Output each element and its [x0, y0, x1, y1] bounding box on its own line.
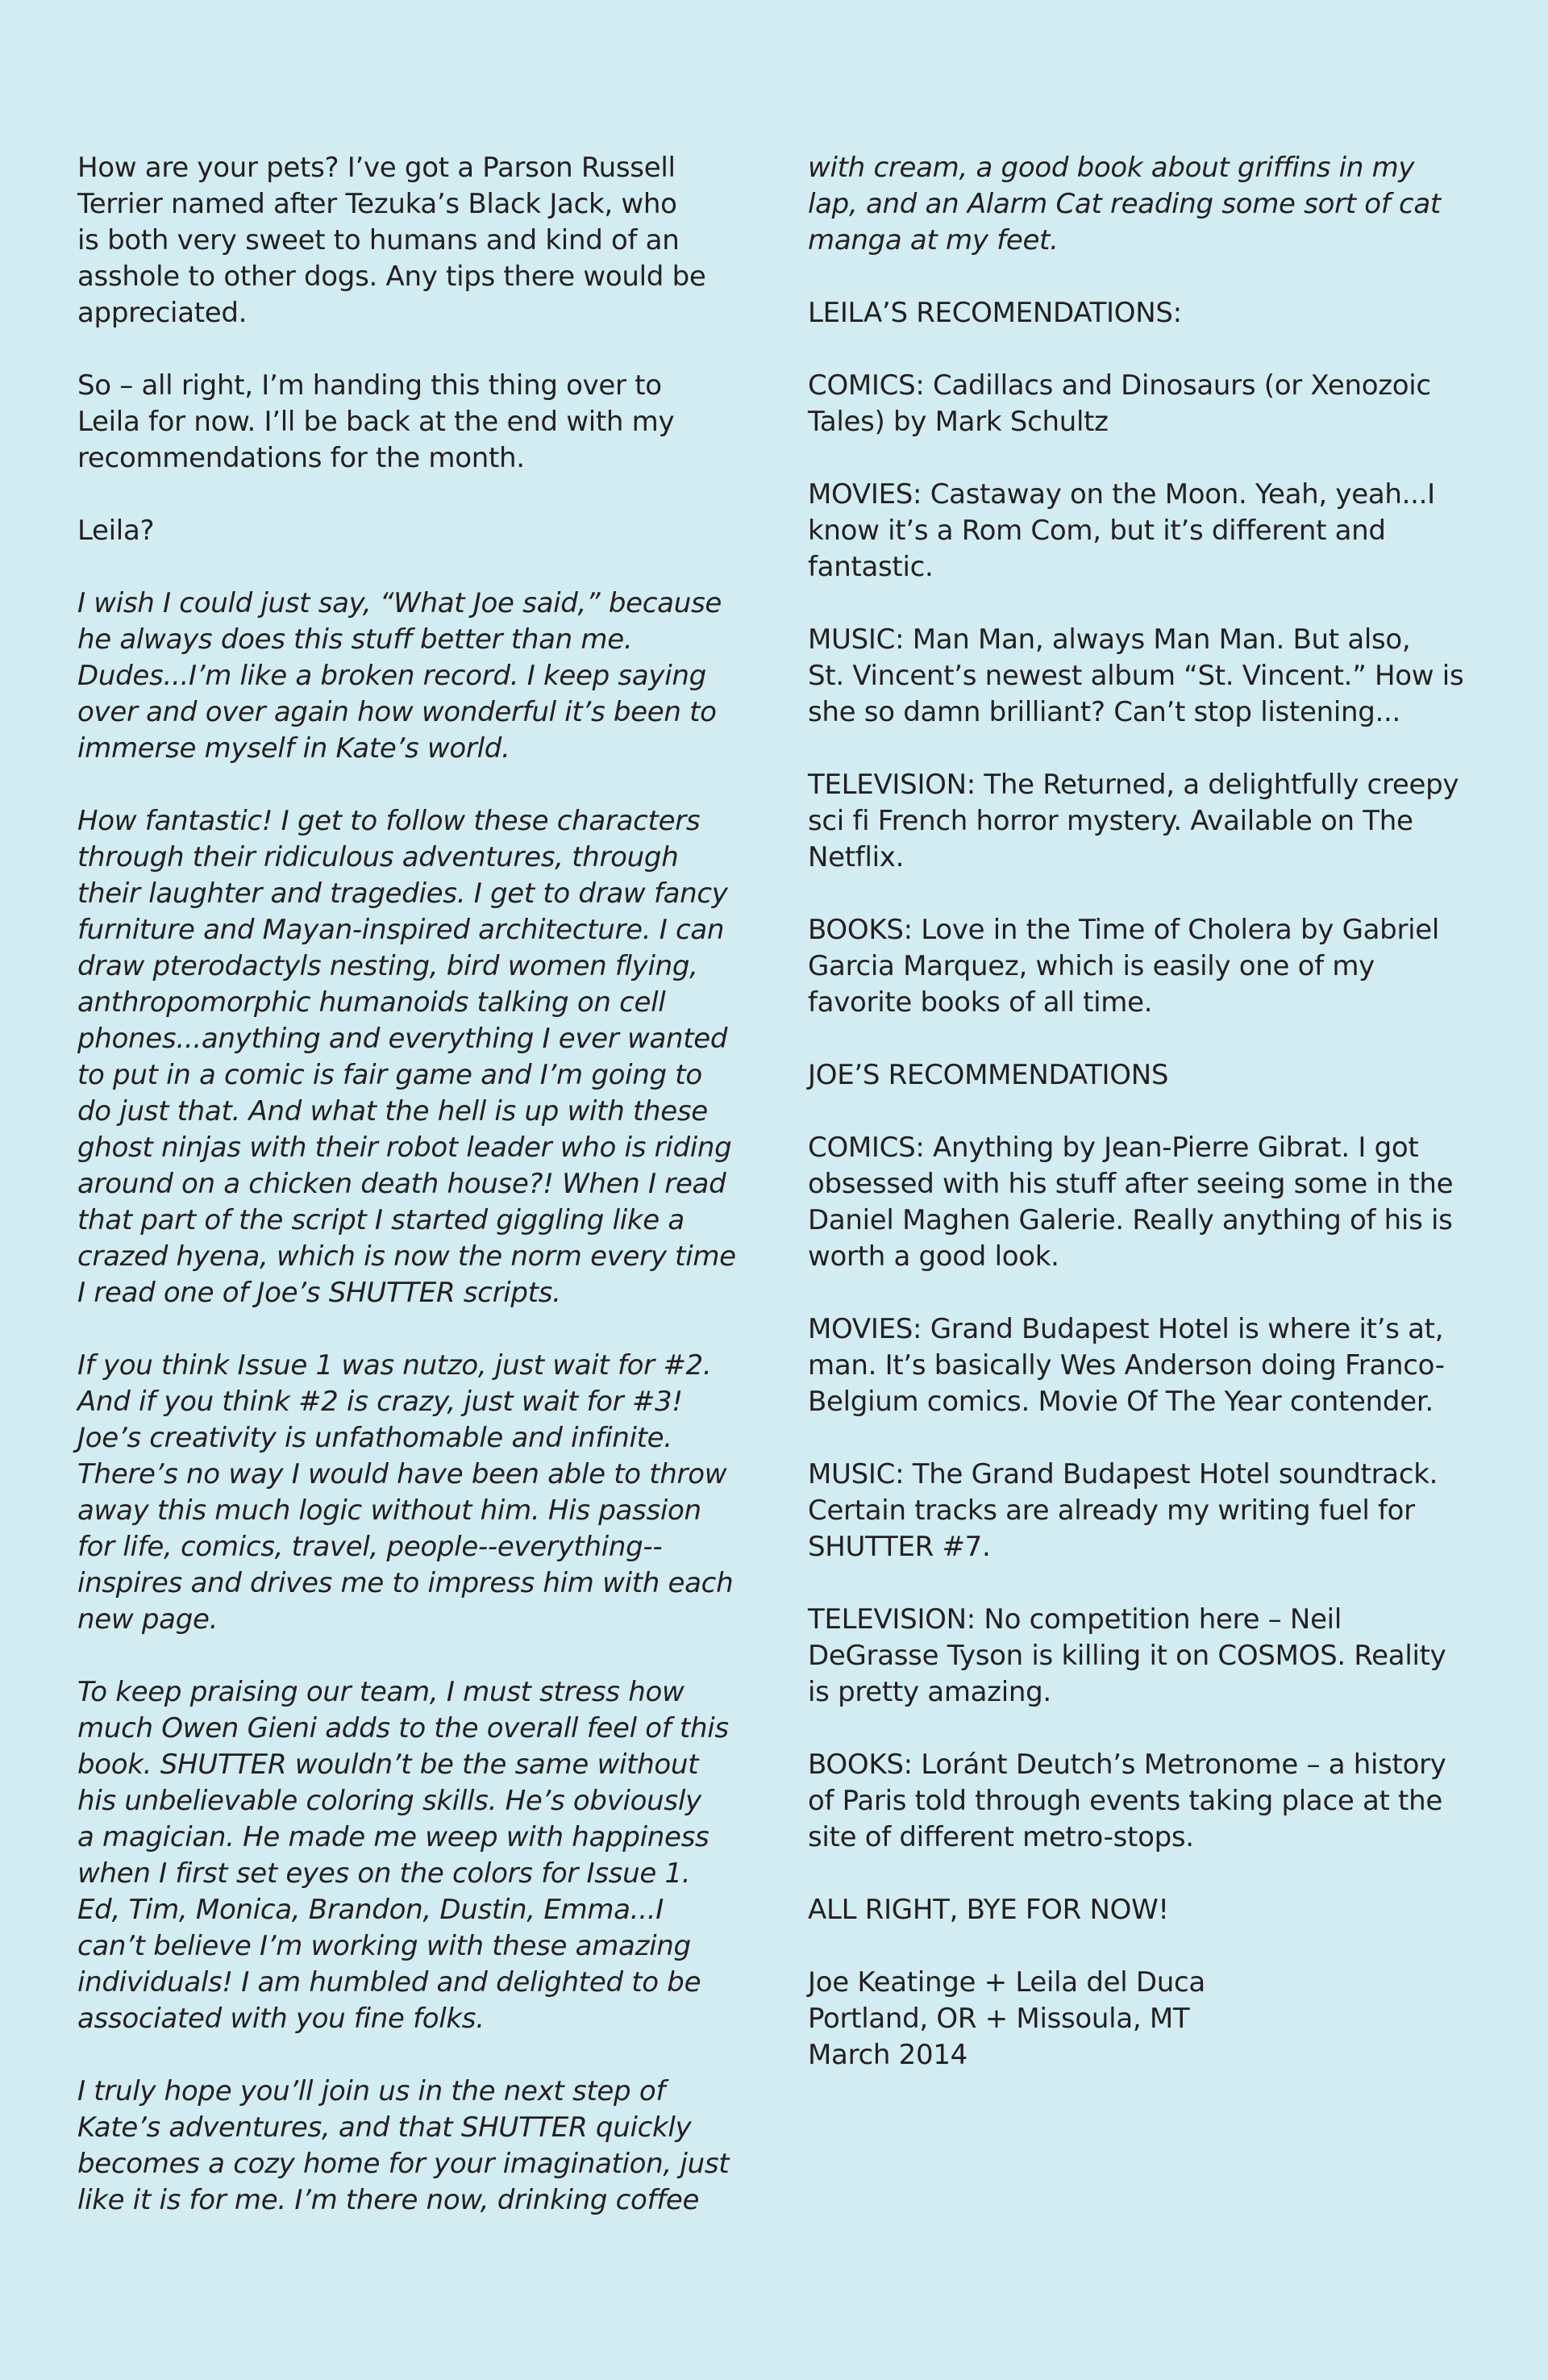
- right-column: [808, 150, 1477, 2110]
- left-paragraph-what-joe-said: I wish I could just say, “What Joe said,” because he always does this stuff better than me. Dudes...I’m like a broken record. I keep saying over and over again how wonderful it’s been to immerse myself in Kate’s world.: [77, 587, 722, 765]
- left-column: [77, 150, 747, 2255]
- joe-television: TELEVISION: No competition here – Neil DeGrasse Tyson is killing it on COSMOS. Reality is pretty amazing.: [808, 1603, 1446, 1708]
- right-paragraph-cream: with cream, a good book about griffins in my lap, and an Alarm Cat reading some sort of cat manga at my feet.: [808, 152, 1441, 256]
- joe-comics: COMICS: Anything by Jean-Pierre Gibrat. I got obsessed with his stuff after seeing some in the Daniel Maghen Galerie. Really anything of his is worth a good look.: [808, 1132, 1454, 1273]
- joe-books: BOOKS: Loránt Deutch’s Metronome – a history of Paris told through events taking place at the site of different metro-stops.: [808, 1749, 1446, 1853]
- leila-music: MUSIC: Man Man, always Man Man. But also, St. Vincent’s newest album “St. Vincent.” How is she so damn brilliant? Can’t stop listening...: [808, 623, 1464, 728]
- leila-movies: MOVIES: Castaway on the Moon. Yeah, yeah...I know it’s a Rom Com, but it’s different and fantastic.: [808, 478, 1435, 583]
- sign-off: ALL RIGHT, BYE FOR NOW!: [808, 1894, 1169, 1926]
- signature-block: Joe Keatinge + Leila del Duca Portland, OR + Missoula, MT March 2014: [808, 1966, 1205, 2071]
- left-paragraph-team: To keep praising our team, I must stress how much Owen Gieni adds to the overall feel of this book. SHUTTER wouldn’t be the same without his unbelievable coloring skills. He’s obviously a magician. He made me weep with happiness when I first set eyes on the colors for Issue 1. Ed, Tim, Monica, Brandon, Dustin, Emma...I can’t believe I’m working with these amazing individuals! I am humbled and delighted to be associated with you fine folks.: [77, 1676, 729, 2035]
- left-paragraph-issue-1: If you think Issue 1 was nutzo, just wait for #2. And if you think #2 is crazy, just wait for #3! Joe’s creativity is unfathomable and infinite. There’s no way I would have been able to throw away this much logic without him. His passion for life, comics, travel, people--everything-- inspires and drives me to impress him with each new page.: [77, 1349, 734, 1636]
- joe-music: MUSIC: The Grand Budapest Hotel soundtrack. Certain tracks are already my writing fuel for SHUTTER #7.: [808, 1458, 1438, 1563]
- left-paragraph-next-step: I truly hope you’ll join us in the next step of Kate’s adventures, and that SHUTTER quickly becomes a cozy home for your imagination, just like it is for me. I’m there now, drinking coffee: [77, 2075, 730, 2216]
- left-paragraph-how-fantastic: How fantastic! I get to follow these characters through their ridiculous adventures, through their laughter and tragedies. I get to draw fancy furniture and Mayan-inspired architecture. I can draw pterodactyls nesting, bird women flying, anthropomorphic humanoids talking on cell phones...anything and everything I ever wanted to put in a comic is fair game and I’m going to do just that. And what the hell is up with these ghost ninjas with their robot leader who is riding around on a chicken death house?! When I read that part of the script I started giggling like a crazed hyena, which is now the norm every time I read one of Joe’s SHUTTER scripts.: [77, 805, 736, 1309]
- leila-recommendations-heading: LEILA’S RECOMENDATIONS:: [808, 297, 1182, 329]
- left-paragraph-pets: How are your pets? I’ve got a Parson Russell Terrier named after Tezuka’s Black Jack, who is both very sweet to humans and kind of an asshole to other dogs. Any tips there would be appreciated.: [77, 152, 706, 329]
- joe-recommendations-heading: JOE’S RECOMMENDATIONS: [808, 1059, 1169, 1091]
- leila-books: BOOKS: Love in the Time of Cholera by Gabriel Garcia Marquez, which is easily one of my favorite books of all time.: [808, 914, 1440, 1019]
- leila-television: TELEVISION: The Returned, a delightfully creepy sci fi French horror mystery. Available on The Netflix.: [808, 769, 1459, 873]
- left-paragraph-handover: So – all right, I’m handing this thing over to Leila for now. I’ll be back at the end with my recommendations for the month.: [77, 369, 675, 474]
- leila-comics: COMICS: Cadillacs and Dinosaurs (or Xenozoic Tales) by Mark Schultz: [808, 369, 1431, 438]
- joe-movies: MOVIES: Grand Budapest Hotel is where it’s at, man. It’s basically Wes Anderson doing Franco- Belgium comics. Movie Of The Year contender.: [808, 1313, 1445, 1418]
- left-paragraph-leila: Leila?: [77, 515, 155, 547]
